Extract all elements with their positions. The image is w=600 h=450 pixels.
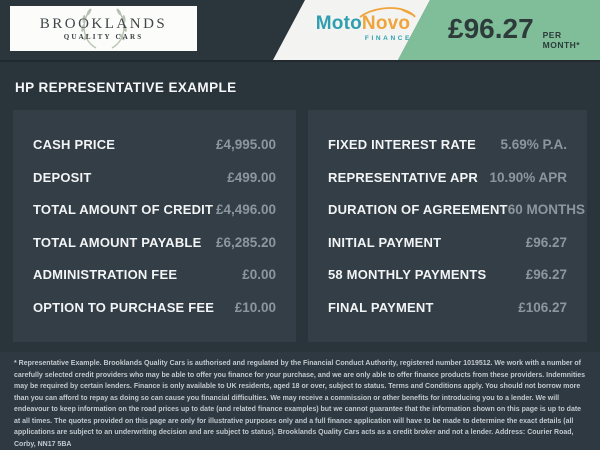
row-value: £10.00 (234, 299, 276, 315)
row-value: 5.69% P.A. (500, 137, 567, 152)
row-label: INITIAL PAYMENT (328, 234, 442, 250)
finance-row-monthly-payments (328, 259, 567, 290)
row-value: £499.00 (227, 169, 276, 185)
swoosh-icon (358, 5, 416, 19)
page-title: HP REPRESENTATIVE EXAMPLE (15, 80, 237, 95)
row-value: £4,496.00 (215, 202, 276, 218)
row-value: £0.00 (242, 267, 276, 283)
motonovo-wordmark (312, 14, 414, 34)
row-value: 60 MONTHS (507, 202, 585, 218)
row-label: TOTAL AMOUNT PAYABLE (33, 234, 202, 250)
header-bar (0, 0, 600, 60)
row-label: REPRESENTATIVE APR (328, 169, 478, 185)
motonovo-finance-logo (312, 14, 414, 42)
finance-row-total-payable (33, 227, 276, 258)
motonovo-novo-text: Novo (361, 13, 411, 34)
row-label: DURATION OF AGREEMENT (328, 202, 508, 218)
finance-row-deposit (33, 162, 276, 193)
monthly-price-suffix: PER MONTH* (542, 30, 581, 50)
row-value: £96.27 (525, 267, 567, 283)
motonovo-moto-text: Moto (315, 13, 362, 34)
finance-row-purchase-fee (33, 292, 276, 323)
row-value: £106.27 (518, 299, 567, 315)
finance-row-apr (328, 162, 567, 193)
finance-row-initial-payment (328, 227, 567, 258)
row-value: £6,285.20 (215, 234, 276, 250)
finance-row-final-payment (328, 292, 567, 323)
row-label: DEPOSIT (33, 169, 92, 185)
dealer-logo (10, 6, 197, 51)
row-label: ADMINISTRATION FEE (33, 267, 178, 283)
finance-row-cash-price (33, 129, 276, 160)
row-label: FINAL PAYMENT (328, 299, 434, 315)
row-value: £4,995.00 (215, 137, 276, 152)
dealer-name: BROOKLANDS (39, 15, 168, 32)
finance-card-right (308, 110, 587, 342)
row-label: OPTION TO PURCHASE FEE (33, 299, 215, 315)
monthly-price-amount: £96.27 (448, 13, 534, 44)
dealer-tagline: QUALITY CARS (63, 33, 144, 42)
finance-row-total-credit (33, 194, 276, 225)
motonovo-finance-text: FINANCE (364, 35, 412, 42)
finance-row-duration (328, 194, 585, 225)
row-label: 58 MONTHLY PAYMENTS (328, 267, 487, 283)
row-label: TOTAL AMOUNT OF CREDIT (33, 202, 214, 218)
finance-row-interest-rate (328, 129, 567, 160)
legal-footnote: * Representative Example. Brooklands Quality Cars is authorised and regulated by the Financial Conduct Authority, registered number 1019512. We work with a number of carefully selected credit providers who may be able to offer you finance for your purchase, and we are only able to offer finance products from these providers. Indemnities may be required by certain lenders. Finance is only available to UK residents, aged 18 or over, subject to status. Terms and Conditions apply. You should not borrow more than you can afford to repay as doing so can cause you financial difficulties. We may receive a commission or other benefits for introducing you to a lender. We will endeavour to keep information on the road prices up to date (and related finance examples) but we cannot guarantee that the information shown on this page is up to date at all times. The quotes provided on this page are only for illustrative purposes only and a full finance application will have to be made to determine the exact details (all applications are subject to an underwriting decision and are subject to status). Brooklands Quality Cars acts as a credit broker and not a lender. Address: Courier Road, Corby, NN17 5BA (0, 352, 600, 450)
monthly-price-banner (448, 13, 600, 50)
row-value: 10.90% APR (489, 169, 567, 185)
row-label: FIXED INTEREST RATE (328, 137, 477, 152)
row-value: £96.27 (525, 234, 567, 250)
finance-row-admin-fee (33, 259, 276, 290)
finance-card-left (13, 110, 296, 342)
row-label: CASH PRICE (33, 137, 116, 152)
